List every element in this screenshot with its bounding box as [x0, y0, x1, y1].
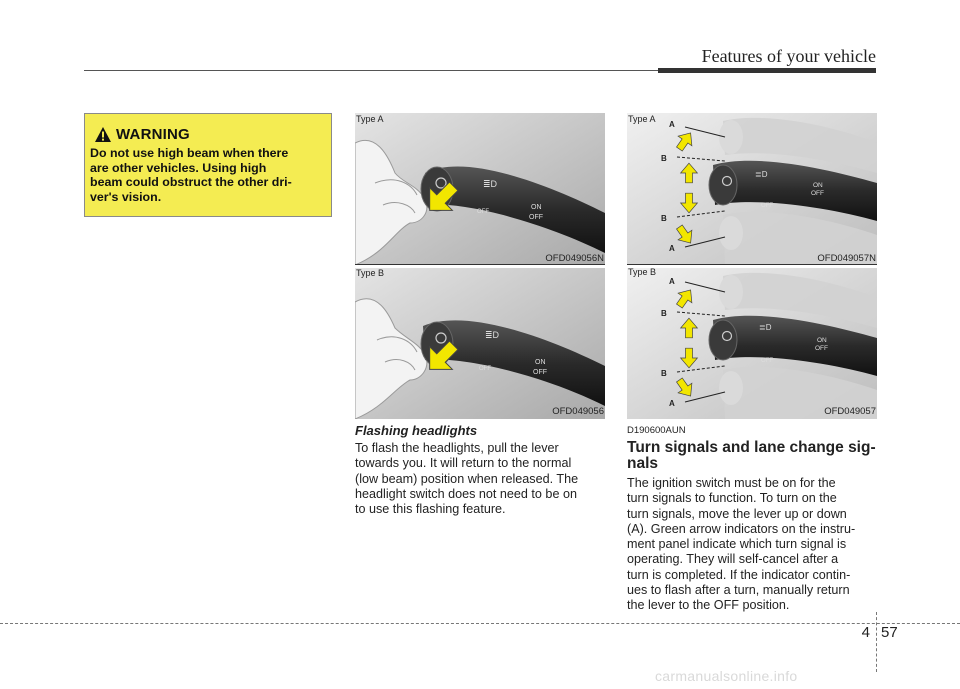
figure-type-label: Type A: [628, 114, 656, 124]
heading-line: nals: [627, 455, 659, 472]
body-line: The ignition switch must be on for the: [627, 476, 836, 490]
switch-on-label: ON: [531, 204, 542, 211]
body-line: operating. They will self-cancel after a: [627, 552, 839, 567]
switch-on-label: ON: [535, 359, 546, 366]
page-number: 57: [881, 624, 898, 641]
warning-line: Do not use high beam when there: [90, 146, 289, 160]
header-rule-accent: [658, 68, 876, 73]
body-line: ues to flash after a turn, manually return: [627, 583, 850, 598]
figure-code: OFD049057: [824, 406, 876, 417]
warning-title: WARNING: [116, 125, 190, 143]
figure-type-label: Type B: [356, 268, 385, 278]
figure-type-label: Type A: [356, 114, 384, 124]
chapter-number: 4: [861, 624, 870, 641]
switch-off-label: OFF: [761, 358, 773, 364]
flashing-heading: Flashing headlights: [355, 423, 478, 438]
section-code: D190600AUN: [627, 425, 686, 436]
switch-off-label: OFF: [761, 203, 773, 209]
body-line: turn signals to function. To turn on the: [627, 491, 837, 506]
warning-line: ver's vision.: [90, 189, 162, 204]
warning-line: are other vehicles. Using high: [90, 160, 267, 175]
footer-divider: [0, 623, 960, 624]
position-a-label: A: [669, 399, 675, 408]
body-line: ment panel indicate which turn signal is: [627, 537, 847, 552]
turn-signals-body: [627, 476, 877, 614]
body-line: turn is completed. If the indicator contin-: [627, 567, 851, 582]
figure-flash-type-b: [355, 268, 605, 419]
headlight-stalk-illustration: [355, 113, 605, 265]
figure-flash-type-a: [355, 113, 605, 265]
figure-code: OFD049056N: [545, 253, 604, 264]
flashing-body: [355, 441, 605, 517]
body-line: (low beam) position when released. The: [355, 471, 579, 486]
heading-line: Turn signals and lane change sig-: [627, 439, 876, 456]
body-line: headlight switch does not need to be on: [355, 486, 577, 501]
body-line: to use this flashing feature.: [355, 502, 506, 517]
switch-off-label: OFF: [479, 366, 491, 372]
switch-off-label: OFF: [529, 214, 543, 221]
body-line: the lever to the OFF position.: [627, 598, 790, 613]
position-b-label: B: [661, 369, 667, 378]
switch-high-beam-label: ≣D: [483, 179, 498, 189]
position-b-label: B: [661, 309, 667, 318]
figure-code: OFD049057N: [817, 253, 876, 264]
position-a-label: A: [669, 277, 675, 286]
warning-triangle-icon: [94, 126, 112, 143]
body-line: (A). Green arrow indicators on the instru-: [627, 521, 856, 536]
switch-high-beam-label: ≣D: [485, 330, 500, 340]
position-b-label: B: [661, 154, 667, 163]
turn-signal-stalk-illustration: [627, 268, 877, 419]
switch-on-label: ON: [817, 337, 827, 344]
body-line: turn signals, move the lever up or down: [627, 506, 847, 521]
footer-page-divider: [876, 612, 877, 672]
headlight-stalk-illustration: [355, 268, 605, 419]
switch-off-label: OFF: [815, 345, 828, 352]
position-a-label: A: [669, 120, 675, 129]
warning-line: beam could obstruct the other dri-: [90, 175, 292, 189]
figure-turn-signal-type-a: [627, 113, 877, 265]
switch-off-label: OFF: [811, 190, 824, 197]
switch-high-beam-label: ≣D: [759, 323, 772, 332]
turn-signals-heading: [627, 440, 877, 472]
position-a-label: A: [669, 244, 675, 253]
figure-type-label: Type B: [628, 267, 657, 277]
turn-signal-stalk-illustration: [627, 113, 877, 265]
page-header-title: Features of your vehicle: [701, 46, 876, 66]
switch-on-label: ON: [813, 182, 823, 189]
switch-off-label: OFF: [533, 369, 547, 376]
warning-text: [90, 146, 326, 204]
body-line: towards you. It will return to the normal: [355, 456, 572, 471]
body-line: To flash the headlights, pull the lever: [355, 441, 559, 455]
figure-turn-signal-type-b: [627, 268, 877, 419]
figure-code: OFD049056: [552, 406, 604, 417]
position-b-label: B: [661, 214, 667, 223]
switch-high-beam-label: ≣D: [755, 170, 768, 179]
watermark: carmanualsonline.info: [655, 668, 798, 684]
switch-off-label: OFF: [477, 209, 489, 215]
warning-header: [94, 124, 190, 144]
